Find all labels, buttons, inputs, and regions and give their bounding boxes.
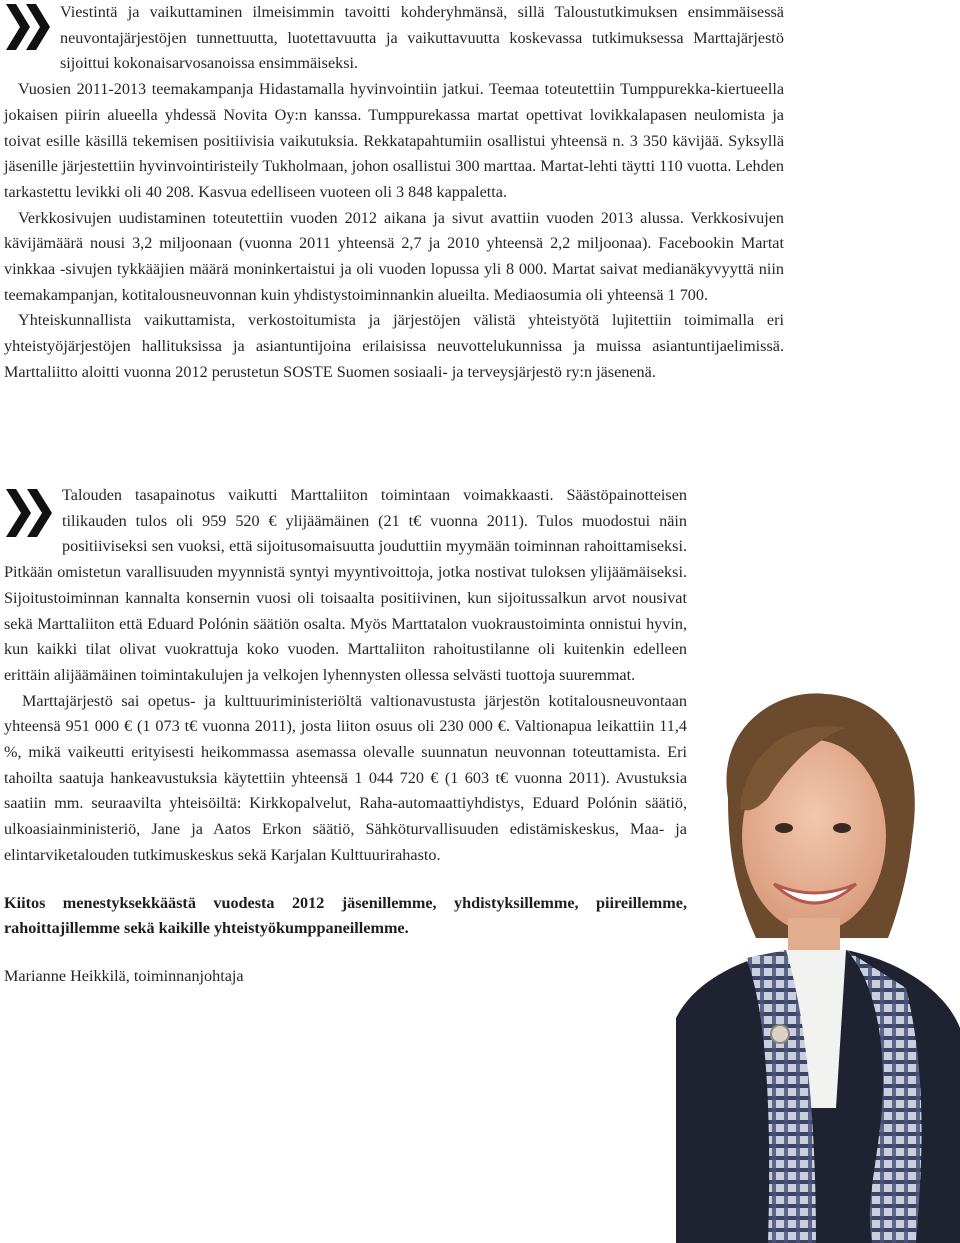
double-chevron-quote-icon [4, 487, 58, 539]
paragraph-communication-survey: Viestintä ja vaikuttaminen ilmeisimmin tavoitti kohderyhmänsä, sillä Taloustutkimuksen ensimmäisessä neuvontajärjestöjen tunnettuutta, luotettavuutta ja vaikuttavuutta koskevassa tutkimuksessa Marttajärjestö sijoittui kokonaisarvosanoissa ensimmäiseksi. [60, 3, 784, 73]
paragraph-website: Verkkosivujen uudistaminen toteutettiin vuoden 2012 aikana ja sivut avattiin vuoden 2013 alussa. Verkkosivujen kävijämäärä nousi 3,2 miljoonaan (vuonna 2011 yhteensä 2,7 ja 2010 yhteensä 2,2 miljoonaa). Facebookin Martat vinkkaa -sivujen tykkääjien määrä moninkertaistui ja oli vuoden lopussa yli 8 000. Martat saivat medianäkyvyyttä niin teemakampanjan, kotitalousneuvonnan kuin yhdistystoiminnankin alueilta. Mediaosumia oli yhteensä 1 700. [4, 208, 784, 304]
paragraph-theme-campaign: Vuosien 2011-2013 teemakampanja Hidastamalla hyvinvointiin jatkui. Teemaa toteutettiin Tumppurekka-kiertueella jokaisen piirin alueella yhdessä Novita Oy:n kanssa. Tumppurekassa martat opettivat lovikkalapasen neulomista ja toivat esille käsillä tekemisen positiivisia vaikutuksia. Rekkatapahtumiin osallistui yhteensä n. 3 350 kävijää. Syksyllä jäsenille järjestettiin hyvinvointiristeily Tukholmaan, johon osallistui 300 marttaa. Martat-lehti täytti 110 vuotta. Lehden tarkastettu levikki oli 40 208. Kasvua edelliseen vuoteen oli 3 848 kappaletta. [4, 80, 784, 201]
paragraph-grants: Marttajärjestö sai opetus- ja kulttuuriministeriöltä valtionavustusta järjestön kotitalousneuvontaan yhteensä 951 000 € (1 073 t€ vuonna 2011), josta liiton osuus oli 230 000 €. Valtionapua leikattiin 11,4 %, mikä vaikeutti erityisesti heikommassa asemassa olevalle suunnatun neuvonnan toteuttamista. Eri tahoilta saatuja hankeavustuksia käytettiin yhteensä 1 044 720 € (1 603 t€ vuonna 2011). Avustuksia saatiin mm. seuraavilta yhteisöiltä: Kirkkopalvelut, Raha-automaattiyhdistys, Eduard Polónin säätiö, ulkoasiainministeriö, Jane ja Aatos Erkon säätiö, Sähköturvallisuuden edistämiskeskus, Maa- ja elintarviketalouden tutkimuskeskus sekä Karjalan Kulttuurirahasto. [4, 691, 687, 864]
section-communication [4, 0, 784, 386]
signature: Marianne Heikkilä, toiminnanjohtaja [4, 966, 244, 985]
thank-you-text: Kiitos menestyksekkäästä vuodesta 2012 jäsenillemme, yhdistyksillemme, piireillemme, rahoittajillemme sekä kaikille yhteistyökumppaneillemme. [4, 893, 687, 938]
paragraph-financial-result: Talouden tasapainotus vaikutti Marttaliiton toimintaan voimakkaasti. Säästöpainotteisen tilikauden tulos oli 959 520 € ylijäämäinen (21 t€ vuonna 2011). Tulos muodostui näin positiiviseksi sen vuoksi, että sijoitusomaisuutta jouduttiin myymään toiminnan rahoittamiseksi. Pitkään omistetun varallisuuden myynnistä syntyi myyntivoittoja, jotka nostivat tuloksen ylijäämäiseksi. Sijoitustoiminnan kannalta konsernin vuosi oli toisaalta positiivinen, kun sijoitussalkun arvot nousivat sekä Marttaliiton että Eduard Polónin säätiön osalta. Myös Marttatalon vuokraustoiminta onnistui hyvin, kun kaikki tilat olivat vuokrattuja koko vuoden. Marttaliiton rahoitustilanne oli kuitenkin edelleen erittäin alijäämäinen toimintakulujen ja velkojen lyhennysten ollessa selvästi tuottoja suuremmat. [4, 486, 687, 684]
section-finance [4, 483, 784, 990]
double-chevron-quote-icon [4, 2, 56, 52]
paragraph-societal-influence: Yhteiskunnallista vaikuttamista, verkostoitumista ja järjestöjen välistä yhteistyötä lujitettiin toimimalla eri yhteistyöjärjestöjen hallituksissa ja asiantuntijoina erilaisissa neuvottelukunnissa ja muissa asiantuntijaelimissä. Marttaliitto aloitti vuonna 2012 perustetun SOSTE Suomen sosiaali- ja terveysjärjestö ry:n jäsenenä. [4, 311, 784, 381]
portrait-photo [676, 688, 960, 1243]
